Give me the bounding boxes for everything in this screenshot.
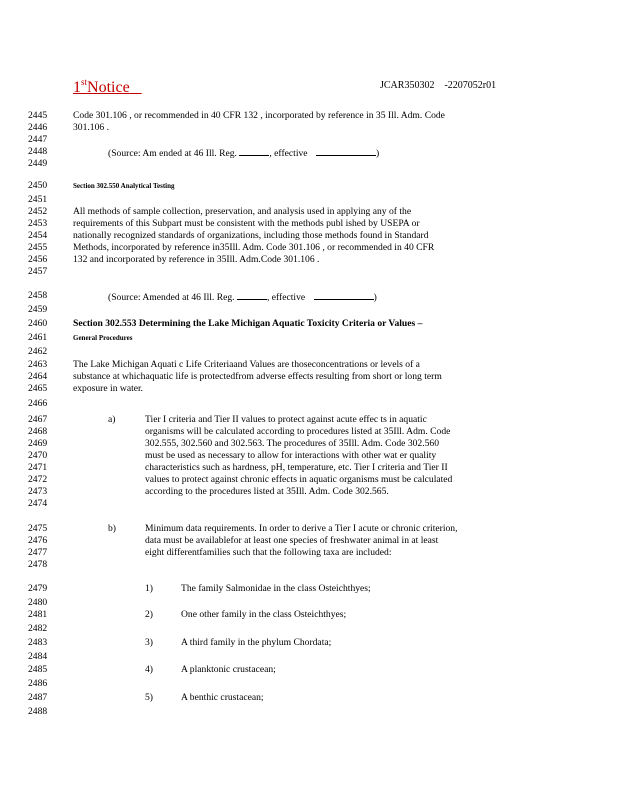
list-item-number: 5) — [145, 692, 153, 703]
source-text: ) — [373, 292, 377, 303]
section-heading: Section 302.553 Determining the Lake Michigan Aquatic Toxicity Criteria or Values – — [73, 318, 423, 329]
line-number: 2455 — [28, 242, 48, 253]
text-line: must be used as necessary to allow for interactions with other wat er quality — [145, 450, 437, 461]
line-number: 2467 — [28, 414, 48, 425]
line-number: 2483 — [28, 637, 48, 648]
text-line: 301.106 . — [73, 122, 109, 133]
line-number: 2476 — [28, 535, 48, 546]
line-number: 2460 — [28, 318, 48, 329]
line-number: 2450 — [28, 180, 48, 191]
line-number: 2477 — [28, 547, 48, 558]
source-text: , effective — [269, 148, 308, 159]
line-number: 2486 — [28, 678, 48, 689]
line-number: 2482 — [28, 623, 48, 634]
jcar-reference: JCAR350302 -2207052r01 — [380, 80, 497, 91]
line-number: 2475 — [28, 523, 48, 534]
source-text: (Source: Am ended at 46 Ill. Reg. — [108, 148, 237, 159]
line-number: 2453 — [28, 218, 48, 229]
line-number: 2484 — [28, 651, 48, 662]
text-line: 132 and incorporated by reference in 35Ill. Adm.Code 301.106 . — [73, 254, 320, 265]
line-number: 2452 — [28, 206, 48, 217]
line-number: 2466 — [28, 398, 48, 409]
line-number: 2469 — [28, 438, 48, 449]
line-number: 2458 — [28, 290, 48, 301]
blank-line — [239, 146, 269, 156]
line-number: 2465 — [28, 383, 48, 394]
list-item: A third family in the phylum Chordata; — [181, 637, 332, 648]
text-line: exposure in water. — [73, 383, 144, 394]
line-number: 2470 — [28, 450, 48, 461]
line-number: 2481 — [28, 609, 48, 620]
line-number: 2479 — [28, 583, 48, 594]
subsection-label: b) — [108, 523, 116, 534]
text-line: 302.555, 302.560 and 302.563. The procedures of 35Ill. Adm. Code 302.560 — [145, 438, 439, 449]
text-line: organisms will be calculated according to procedures listed at 35Ill. Adm. Code — [145, 426, 451, 437]
line-number: 2488 — [28, 706, 48, 717]
text-line: values to protect against chronic effects in aquatic organisms must be calculated — [145, 474, 453, 485]
line-number: 2485 — [28, 664, 48, 675]
line-number: 2447 — [28, 134, 48, 145]
notice-number: 1 — [73, 79, 81, 96]
text-line: according to the procedures listed at 35Ill. Adm. Code 302.565. — [145, 486, 389, 497]
line-number: 2462 — [28, 346, 48, 357]
source-text: ) — [375, 148, 380, 159]
line-number: 2454 — [28, 230, 48, 241]
text-line: The Lake Michigan Aquati c Life Criteriaand Values are thoseconcentrations or levels of a — [73, 359, 420, 370]
source-note — [108, 146, 379, 160]
text-line: Methods, incorporated by reference in35Ill. Adm. Code 301.106 , or recommended in 40 CFR — [73, 242, 435, 253]
line-number: 2480 — [28, 597, 48, 608]
blank-line — [314, 290, 374, 300]
list-item-number: 1) — [145, 583, 153, 594]
list-item: A planktonic crustacean; — [181, 664, 276, 675]
line-number: 2478 — [28, 559, 48, 570]
text-line: data must be availablefor at least one species of freshwater animal in at least — [145, 535, 439, 546]
line-number: 2446 — [28, 122, 48, 133]
list-item: A benthic crustacean; — [181, 692, 264, 703]
line-number: 2472 — [28, 474, 48, 485]
list-item-number: 4) — [145, 664, 153, 675]
text-line: characteristics such as hardness, pH, temperature, etc. Tier I criteria and Tier II — [145, 462, 448, 473]
list-item-number: 3) — [145, 637, 153, 648]
text-line: eight differentfamilies such that the following taxa are included: — [145, 547, 392, 558]
blank-line — [316, 146, 376, 156]
subsection-label: a) — [108, 414, 116, 425]
source-text: , effective — [266, 292, 306, 303]
line-number: 2464 — [28, 371, 48, 382]
blank-line — [237, 290, 267, 300]
source-text: (Source: Amended at 46 Ill. Reg. — [108, 292, 235, 303]
line-number: 2463 — [28, 359, 48, 370]
line-number: 2448 — [28, 146, 48, 157]
line-number: 2457 — [28, 266, 48, 277]
source-note — [108, 290, 377, 304]
notice-word: Notice — [87, 79, 130, 96]
line-number: 2474 — [28, 498, 48, 509]
notice-superscript: st — [81, 77, 88, 87]
line-number: 2487 — [28, 692, 48, 703]
text-line: All methods of sample collection, preservation, and analysis used in applying any of the — [73, 206, 412, 217]
line-number: 2468 — [28, 426, 48, 437]
line-number: 2445 — [28, 110, 48, 121]
notice-heading — [73, 77, 142, 97]
line-number: 2461 — [28, 332, 48, 343]
line-number: 2471 — [28, 462, 48, 473]
line-number: 2449 — [28, 158, 48, 169]
line-number: 2451 — [28, 194, 48, 205]
section-heading: Section 302.550 Analytical Testing — [73, 182, 175, 190]
text-line: requirements of this Subpart must be consistent with the methods publ ished by USEPA or — [73, 218, 420, 229]
text-line: Code 301.106 , or recommended in 40 CFR 132 , incorporated by reference in 35 Ill. Adm. Code — [73, 110, 445, 121]
text-line: Tier I criteria and Tier II values to protect against acute effec ts in aquatic — [145, 414, 427, 425]
text-line: nationally recognized standards of organizations, including those methods found in Standard — [73, 230, 429, 241]
line-number: 2459 — [28, 304, 48, 315]
line-number: 2456 — [28, 254, 48, 265]
text-line: substance at whichaquatic life is protectedfrom adverse effects resulting from short or long term — [73, 371, 442, 382]
list-item: One other family in the class Osteichthyes; — [181, 609, 347, 620]
section-subheading: General Procedures — [73, 334, 133, 342]
line-number: 2473 — [28, 486, 48, 497]
list-item: The family Salmonidae in the class Osteichthyes; — [181, 583, 371, 594]
list-item-number: 2) — [145, 609, 153, 620]
text-line: Minimum data requirements. In order to derive a Tier I acute or chronic criterion, — [145, 523, 458, 534]
